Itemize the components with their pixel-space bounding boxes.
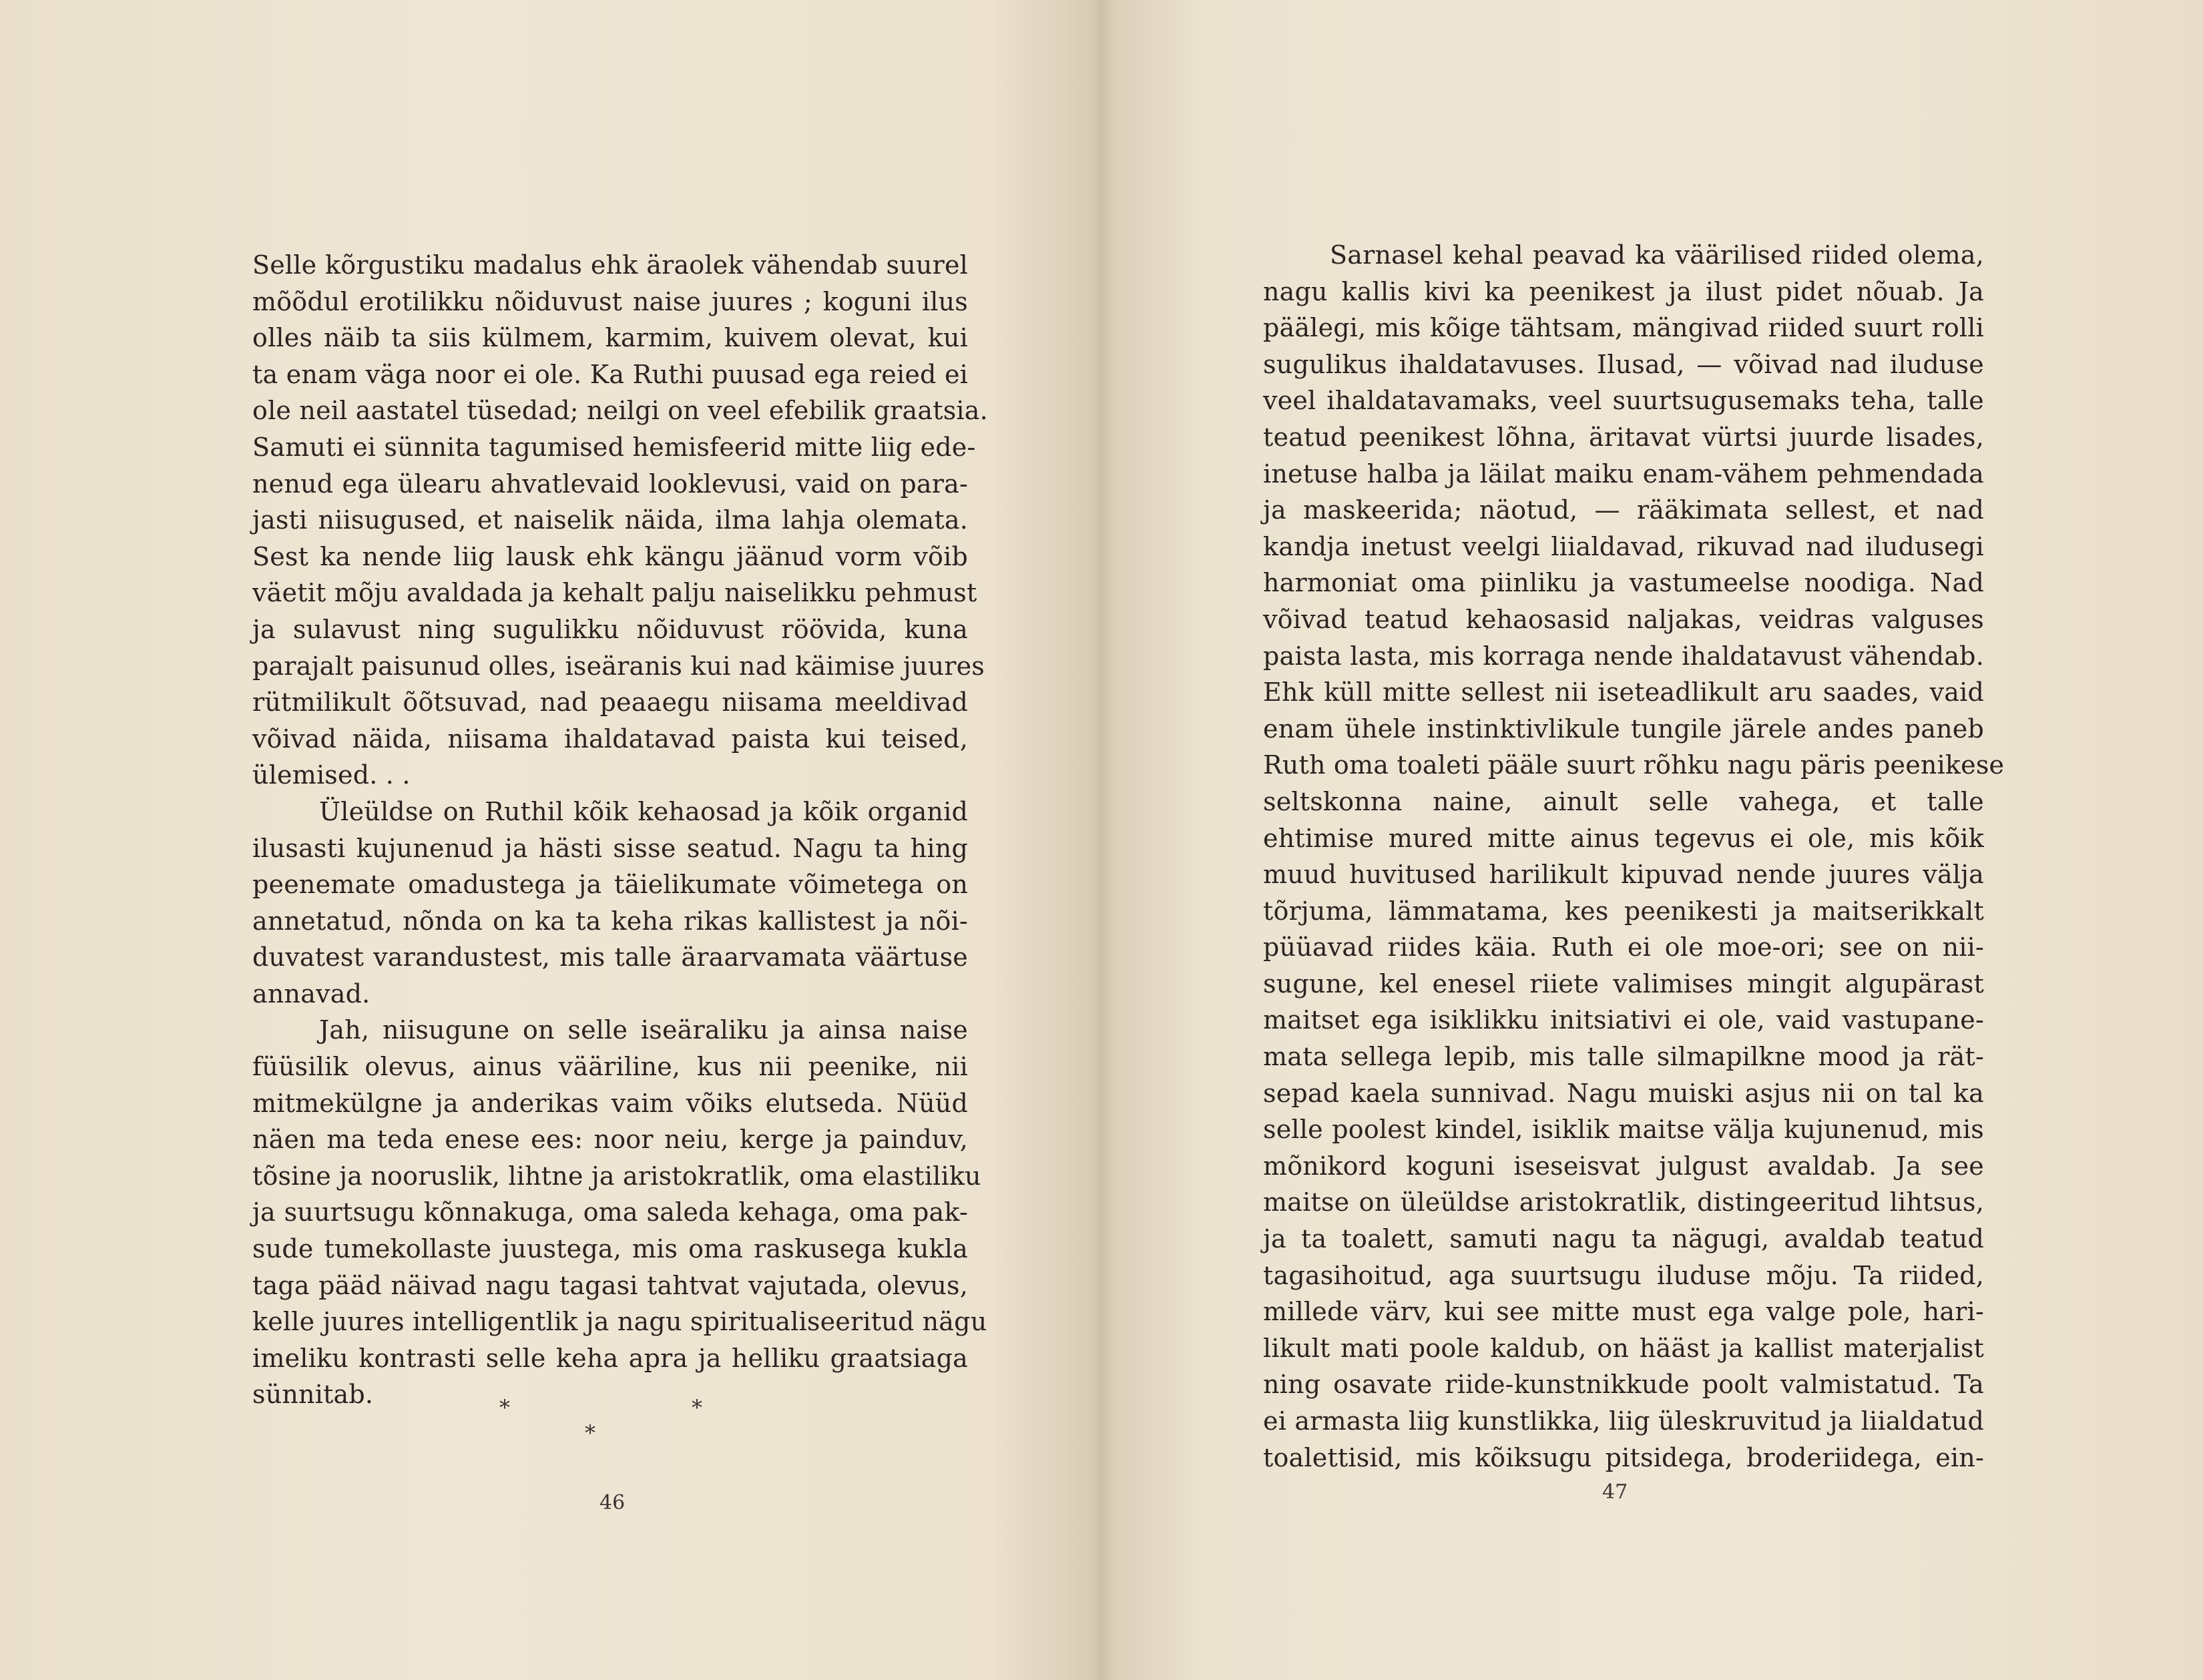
text-line: väetit mõju avaldada ja kehalt palju naiselikku pehmust	[252, 578, 977, 608]
text-line: Ehk küll mitte sellest nii iseteadlikult aru saades, vaid	[1263, 677, 1984, 708]
text-line: annavad.	[252, 978, 371, 1009]
right-page-text	[1263, 237, 2005, 1476]
text-line: näen ma teda enese ees: noor neiu, kerge ja painduv,	[252, 1125, 968, 1155]
text-line: enam ühele instinktivlikule tungile järele andes paneb	[1263, 714, 1984, 744]
text-line: sude tumekollaste juustega, mis oma raskusega kukla	[252, 1234, 968, 1264]
text-line: veel ihaldatavamaks, veel suurtsugusemaks teha, talle	[1263, 386, 1984, 416]
separator-asterisk: *	[499, 1395, 510, 1420]
text-line: sünnitab.	[252, 1380, 374, 1410]
text-line: sugulikus ihaldatavuses. Ilusad, — võivad nad iluduse	[1263, 349, 1984, 379]
text-line: ja suurtsugu kõnnakuga, oma saleda kehaga, oma pak-	[252, 1197, 968, 1227]
text-line: ja sulavust ning sugulikku nõiduvust röövida, kuna	[252, 614, 968, 644]
text-line: toalettisid, mis kõiksugu pitsidega, broderiidega, ein-	[1263, 1442, 1984, 1472]
separator-asterisk: *	[692, 1395, 702, 1420]
text-line: ja ta toalett, samuti nagu ta nägugi, avaldab teatud	[1263, 1224, 1984, 1254]
text-line: imeliku kontrasti selle keha apra ja helliku graatsiaga	[252, 1343, 968, 1373]
text-line: duvatest varandustest, mis talle äraarvamata väärtuse	[252, 942, 968, 972]
text-line: ole neil aastatel tüsedad; neilgi on veel efebilik graatsia.	[252, 396, 988, 426]
text-line: ei armasta liig kunstlikka, liig üleskruvitud ja liialdatud	[1263, 1406, 1985, 1436]
text-line: nenud ega ülearu ahvatlevaid looklevusi, vaid on para-	[252, 469, 968, 499]
text-line: tagasihoitud, aga suurtsugu iluduse mõju. Ta riided,	[1263, 1260, 1984, 1290]
text-line: Ruth oma toaleti pääle suurt rõhku nagu päris peenikese	[1263, 750, 2005, 780]
text-line: paista lasta, mis korraga nende ihaldatavust vähendab.	[1263, 641, 1984, 671]
text-line: Üleüldse on Ruthil kõik kehaosad ja kõik organid	[319, 796, 968, 826]
text-line: mõõdul erotilikku nõiduvust naise juures ; koguni ilus	[252, 286, 968, 316]
text-line: selle poolest kindel, isiklik maitse välja kujunenud, mis	[1263, 1115, 1984, 1145]
text-line: likult mati poole kaldub, on hääst ja kallist materjalist	[1263, 1333, 1984, 1363]
text-line: ehtimise mured mitte ainus tegevus ei ole, mis kõik	[1263, 823, 1984, 853]
text-line: millede värv, kui see mitte must ega valge pole, hari-	[1263, 1297, 1984, 1327]
text-line: kelle juures intelligentlik ja nagu spiritualiseeritud nägu	[252, 1307, 987, 1337]
text-line: Sarnasel kehal peavad ka väärilised riided olema,	[1330, 240, 1984, 270]
text-line: ta enam väga noor ei ole. Ka Ruthi puusad ega reied ei	[252, 359, 968, 389]
left-page-text	[252, 247, 988, 1413]
page-number: 47	[1602, 1480, 1628, 1504]
separator-asterisk: *	[585, 1420, 595, 1446]
text-line: sepad kaela sunnivad. Nagu muiski asjus nii on tal ka	[1263, 1078, 1984, 1108]
text-line: seltskonna naine, ainult selle vahega, et talle	[1263, 786, 1984, 816]
left-page	[0, 0, 1095, 1680]
text-line: tõrjuma, lämmatama, kes peenikesti ja maitserikkalt	[1263, 896, 1984, 926]
right-page	[1108, 0, 2203, 1680]
text-line: mata sellega lepib, mis talle silmapilkne mood ja rät-	[1263, 1042, 1984, 1072]
text-line: parajalt paisunud olles, iseäranis kui nad käimise juures	[252, 651, 985, 681]
text-line: peenemate omadustega ja täielikumate võimetega on	[252, 870, 968, 900]
text-line: mitmekülgne ja anderikas vaim võiks elutseda. Nüüd	[252, 1088, 968, 1118]
text-line: Jah, niisugune on selle iseäraliku ja ainsa naise	[319, 1015, 968, 1045]
text-line: füüsilik olevus, ainus vääriline, kus nii peenike, nii	[252, 1052, 968, 1082]
text-line: Selle kõrgustiku madalus ehk äraolek vähendab suurel	[252, 250, 968, 280]
text-line: kandja inetust veelgi liialdavad, rikuvad nad iludusegi	[1263, 531, 1984, 561]
text-line: maitset ega isiklikku initsiativi ei ole, vaid vastupane-	[1263, 1005, 1984, 1035]
text-line: maitse on üleüldse aristokratlik, distingeeritud lihtsus,	[1263, 1187, 1984, 1217]
text-line: Samuti ei sünnita tagumised hemisfeerid mitte liig ede-	[252, 432, 976, 462]
text-line: tõsine ja nooruslik, lihtne ja aristokratlik, oma elastiliku	[252, 1161, 981, 1191]
text-line: nagu kallis kivi ka peenikest ja ilust pidet nõuab. Ja	[1263, 276, 1984, 306]
text-line: võivad teatud kehaosasid naljakas, veidras valguses	[1263, 604, 1984, 634]
text-line: jasti niisugused, et naiselik näida, ilma lahja olemata.	[252, 505, 968, 535]
text-line: mõnikord koguni iseseisvat julgust avaldab. Ja see	[1263, 1151, 1984, 1181]
text-line: ülemised. . .	[252, 760, 411, 790]
section-separator	[499, 1395, 726, 1446]
text-line: olles näib ta siis külmem, karmim, kuivem olevat, kui	[252, 323, 968, 353]
text-line: ning osavate riide-kunstnikkude poolt valmistatud. Ta	[1263, 1370, 1984, 1400]
text-line: Sest ka nende liig lausk ehk kängu jäänud vorm võib	[252, 541, 968, 571]
text-line: harmoniat oma piinliku ja vastumeelse noodiga. Nad	[1263, 568, 1984, 598]
text-line: rütmilikult õõtsuvad, nad peaaegu niisama meeldivad	[252, 687, 968, 718]
text-line: sugune, kel enesel riiete valimises mingit algupärast	[1263, 968, 1984, 999]
text-line: ilusasti kujunenud ja hästi sisse seatud. Nagu ta hing	[252, 833, 968, 863]
text-line: päälegi, mis kõige tähtsam, mängivad riided suurt rolli	[1263, 313, 1984, 343]
text-line: võivad näida, niisama ihaldatavad paista kui teised,	[252, 724, 968, 754]
text-line: annetatud, nõnda on ka ta keha rikas kallistest ja nõi-	[252, 906, 968, 936]
page-number: 46	[599, 1491, 626, 1514]
text-line: muud huvitused harilikult kipuvad nende juures välja	[1263, 860, 1984, 890]
text-line: püüavad riides käia. Ruth ei ole moe-ori; see on nii-	[1263, 932, 1984, 962]
text-line: inetuse halba ja läilat maiku enam-vähem pehmendada	[1263, 459, 1984, 489]
text-line: teatud peenikest lõhna, äritavat vürtsi juurde lisades,	[1263, 422, 1984, 452]
text-line: taga pääd näivad nagu tagasi tahtvat vajutada, olevus,	[252, 1270, 968, 1300]
text-line: ja maskeerida; näotud, — rääkimata sellest, et nad	[1263, 495, 1984, 525]
